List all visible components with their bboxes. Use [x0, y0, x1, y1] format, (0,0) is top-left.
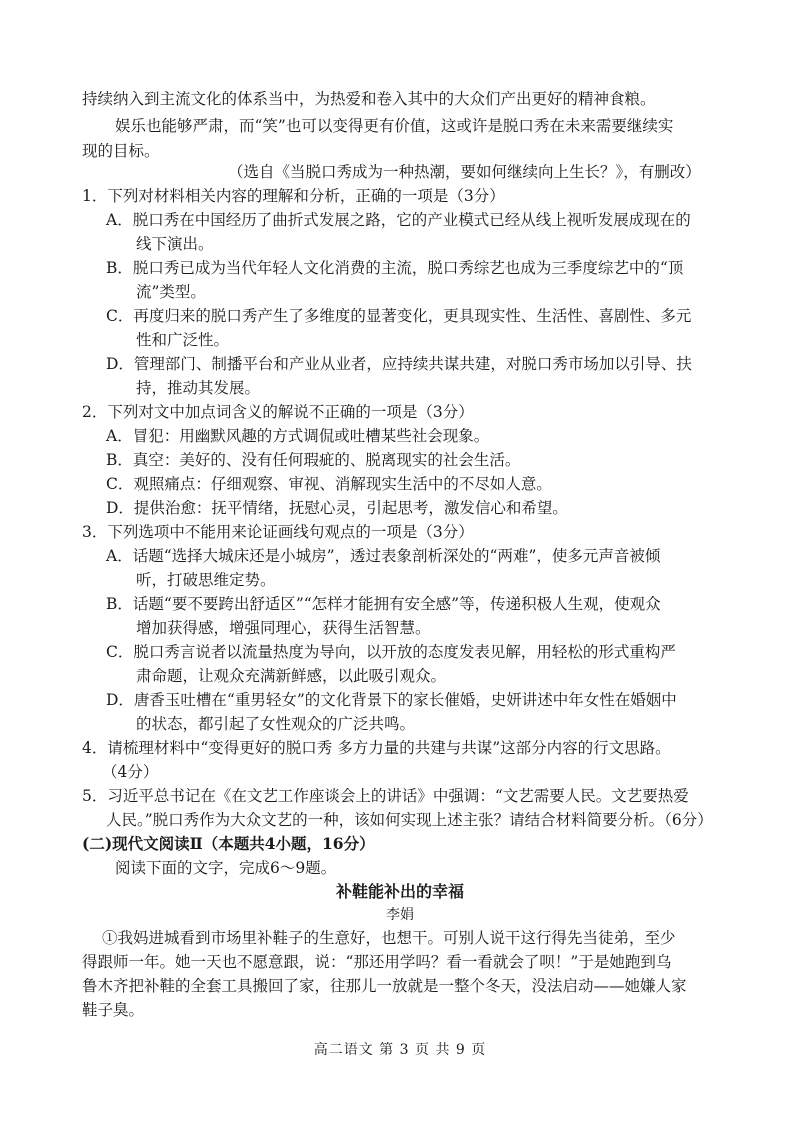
story-author: 李娟 [386, 907, 414, 923]
q1-stem: 1．下列对材料相关内容的理解和分析，正确的一项是（3分） [82, 187, 505, 205]
q3-option-a-line-2: 听，打破思维定势。 [136, 571, 276, 589]
q2-option-b: B．真空：美好的、没有任何瑕疵的、脱离现实的社会生活。 [106, 451, 521, 469]
source-citation: （选自《当脱口秀成为一种热潮，要如何继续向上生长？》，有删改） [228, 163, 701, 181]
q1-option-d-line-1: D．管理部门、制播平台和产业从业者，应持续共谋共建，对脱口秀市场加以引导、扶 [106, 355, 692, 373]
q3-stem: 3．下列选项中不能用来论证画线句观点的一项是（3分） [82, 523, 474, 541]
q3-option-d-line-2: 的状态，都引起了女性观众的广泛共鸣。 [136, 715, 416, 733]
reading-instruction: 阅读下面的文字，完成6～9题。 [115, 859, 337, 877]
q1-option-b-line-1: B．脱口秀已成为当代年轻人文化消费的主流，脱口秀综艺也成为三季度综艺中的“顶 [106, 259, 684, 277]
q4-line-1: 4．请梳理材料中“变得更好的脱口秀 多方力量的共建与共谋”这部分内容的行文思路。 [82, 739, 671, 757]
q4-line-2: （4分） [102, 763, 159, 781]
q3-option-c-line-2: 肃命题，让观众充满新鲜感，以此吸引观众。 [136, 667, 447, 685]
q2-option-c: C．观照痛点：仔细观察、审视、消解现实生活中的不尽如人意。 [106, 475, 552, 493]
q3-option-c-line-1: C．脱口秀言说者以流量热度为导向，以开放的态度发表见解，用轻松的形式重构严 [106, 643, 676, 661]
q1-option-d-line-2: 持，推动其发展。 [136, 379, 261, 397]
q2-option-a: A．冒犯：用幽默风趣的方式调侃或吐槽某些社会现象。 [106, 427, 490, 445]
q1-option-a-line-2: 线下演出。 [136, 235, 214, 253]
story-paragraph-line-2: 得跟师一年。她一天也不愿意跟，说：“那还用学吗？看一看就会了呗！”于是她跑到乌 [82, 953, 672, 971]
story-paragraph-line-1: ①我妈进城看到市场里补鞋子的生意好，也想干。可别人说干这行得先当徒弟，至少 [102, 929, 676, 947]
intro-line-2: 娱乐也能够严肃，而“笑”也可以变得更有价值，这或许是脱口秀在未来需要继续实 [115, 117, 674, 135]
intro-line-1: 持续纳入到主流文化的体系当中，为热爱和卷入其中的大众们产出更好的精神食粮。 [82, 90, 656, 108]
q3-option-b-line-1: B．话题“要不要跨出舒适区”“怎样才能拥有安全感”等，传递积极人生观，使观众 [106, 595, 661, 613]
page-footer: 高二语文 第 3 页 共 9 页 [313, 1042, 487, 1058]
q2-option-d: D．提供治愈：抚平情绪，抚慰心灵，引起思考，激发信心和希望。 [106, 499, 568, 517]
story-title: 补鞋能补出的幸福 [335, 882, 464, 901]
section-heading: (二)现代文阅读Ⅱ（本题共4小题，16分） [82, 834, 375, 853]
q1-option-c-line-1: C．再度归来的脱口秀产生了多维度的显著变化，更具现实性、生活性、喜剧性、多元 [106, 307, 692, 325]
q3-option-b-line-2: 增加获得感，增强同理心，获得生活智慧。 [136, 619, 431, 637]
q2-stem: 2．下列对文中加点词含义的解说不正确的一项是（3分） [82, 403, 474, 421]
q3-option-a-line-1: A．话题“选择大城床还是小城房”，透过表象剖析深处的“两难”，使多元声音被倾 [106, 547, 661, 565]
q3-option-d-line-1: D．唐香玉吐槽在“重男轻女”的文化背景下的家长催婚，史妍讲述中年女性在婚姻中 [106, 691, 677, 709]
q5-line-2: 人民。”脱口秀作为大众文艺的一种，该如何实现上述主张？请结合材料简要分析。（6分） [106, 811, 713, 829]
q1-option-b-line-2: 流”类型。 [136, 283, 206, 301]
story-paragraph-line-3: 鲁木齐把补鞋的全套工具搬回了家，往那儿一放就是一整个冬天，没法启动——她嫌人家 [82, 977, 687, 995]
story-paragraph-line-4: 鞋子臭。 [82, 1001, 145, 1019]
q5-line-1: 5．习近平总书记在《在文艺工作座谈会上的讲话》中强调：“文艺需要人民。文艺要热爱 [82, 787, 689, 805]
q1-option-a-line-1: A．脱口秀在中国经历了曲折式发展之路，它的产业模式已经从线上视听发展成现在的 [106, 211, 691, 229]
q1-option-c-line-2: 性和广泛性。 [136, 331, 230, 349]
intro-line-3: 现的目标。 [82, 142, 160, 160]
